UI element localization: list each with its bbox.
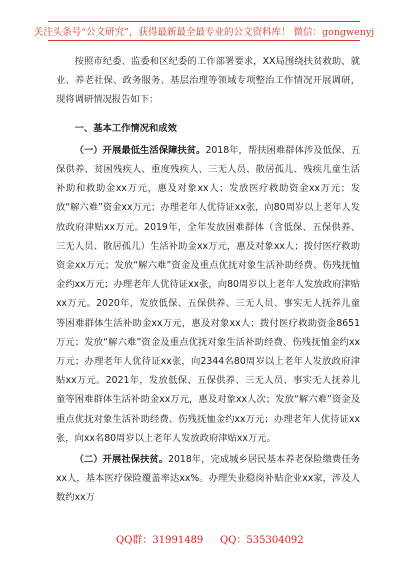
footer-contact [0, 531, 408, 547]
item1-lead: （一）开展最低生活保障扶贫。 [74, 144, 206, 156]
header-top-rule [48, 21, 360, 22]
qq-number: QQ：535304092 [220, 535, 304, 546]
item2-lead: （二）开展社保扶贫。 [74, 454, 169, 466]
header-bottom-rule [48, 40, 360, 41]
header-banner: 关注头条号“公文研究”，获得最新最全最专业的公文资料库！ 微信：gongwenyj [33, 27, 375, 38]
item1-paragraph [56, 141, 360, 448]
section-heading: 一、基本工作情况和成效 [74, 122, 177, 134]
qq-group-number: QQ群：31991489 [116, 535, 204, 546]
intro-paragraph: 按照市纪委、监委和区纪委的工作部署要求，XX局围绕扶贫救助、就业、养老社保、政务服务、基层治理等领域专项整治工作情况开展调研，现将调研情况报告如下： [56, 56, 360, 106]
item2-body: 2018年，完成城乡居民基本养老保险缴费任务xx人，基本医疗保险覆盖率达xx%。办理失业稳岗补贴企业xx家，涉及人数约xx万 [56, 454, 360, 504]
document-body [56, 52, 360, 508]
item2-paragraph [56, 450, 360, 508]
item1-body: 2018年，帮扶困难群体涉及低保、五保供养、贫困残疾人、重度残疾人、三无人员、散居孤儿、残疾儿童生活补助和救助金xx万元，惠及对象xx人；发放医疗救助资金xx万元；发放“解六难”资金xx万元；办理老年人优待证xx张，向80周岁以上老年人发放政府津贴xx万元。2019年，全年发放困难群体（含低保、五保供养、三无人员、散居孤儿）生活补助金xx万元，惠及对象xx人；拨付医疗救助资金xx万元；发放“解六难”资金及重点优抚对象生活补助经费、伤残抚恤金约xx万元；办理老年人优待证xx张，向80周岁以上老年人发放政府津贴xx万元。2020年，发放低保、五保供养、三无人员、事实无人抚养儿童等困难群体生活补助金xx万元，惠及对象xx人；拨付医疗救助资金8651万元；发放“解六难”资金及重点优抚对象生活补助经费、伤残抚恤金约xx万元；办理老年人优待证xx张，向2344名80周岁以上老年人发放政府津贴xx万元。2021年，发放低保、五保供养、三无人员、事实无人抚养儿童等困难群体生活补助金xx万元，惠及对象xx人次；发放“解六难”资金及重点优抚对象生活补助经费、伤残抚恤金约xx万元；办理老年人优待证xx张，向xx名80周岁以上老年人发放政府津贴xx万元。 [56, 144, 360, 444]
